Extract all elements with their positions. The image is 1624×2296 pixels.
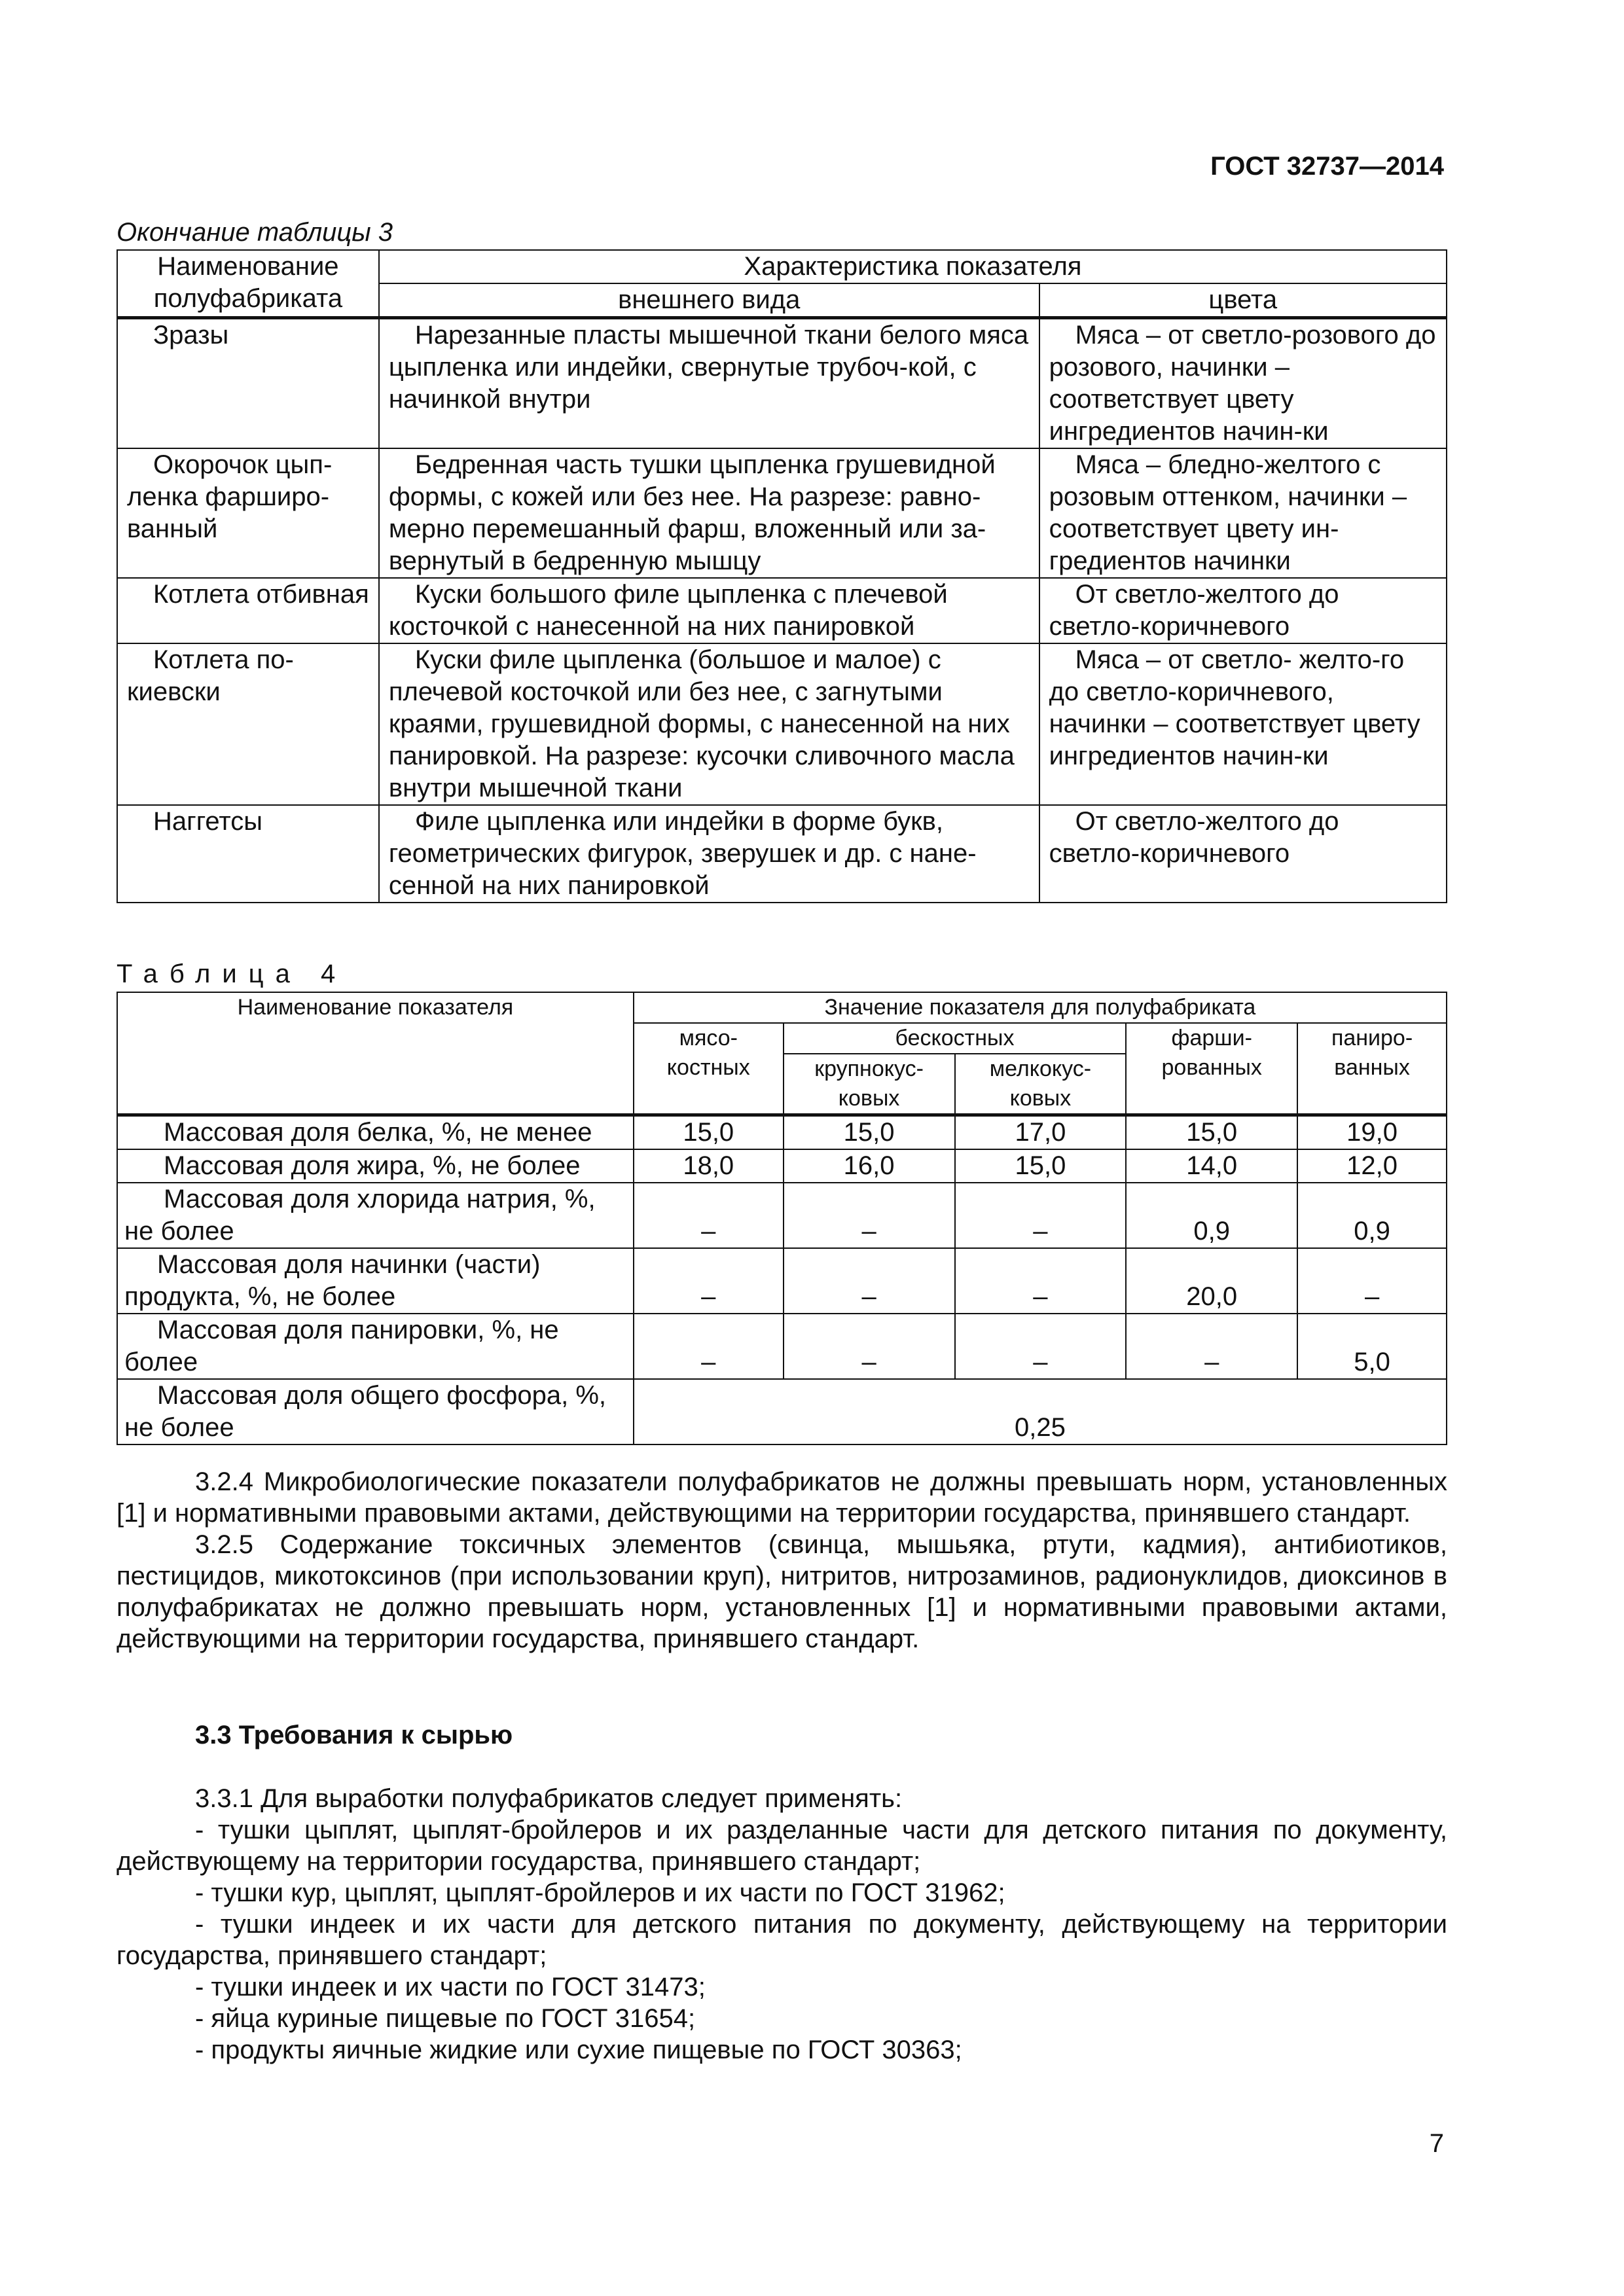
t4-head-breaded: паниро-ванных [1297,1023,1447,1115]
t4-value: – [784,1183,955,1248]
t4-name: Массовая доля хлорида натрия, %, не более [117,1183,634,1248]
t4-value: – [634,1183,784,1248]
t3-color: Мяса – от светло- желто-го до светло-коричневого, начинки – соответствует цвету ингредиентов начин-ки [1039,643,1447,805]
t4-value: 5,0 [1297,1314,1447,1379]
t4-value: – [955,1183,1127,1248]
table-row [117,1314,1447,1379]
t4-value: 18,0 [634,1149,784,1183]
t4-head-fine: мелкокус-ковых [955,1054,1127,1115]
list-item: - тушки цыплят, цыплят-бройлеров и их разделанные части для детского питания по документу, действующему на территории государства, принявшего стандарт; [117,1816,1447,1876]
list-item: - тушки кур, цыплят, цыплят-бройлеров и их части по ГОСТ 31962; [195,1878,1005,1907]
t3-name: Окорочок цып-ленка фарширо-ванный [117,448,379,578]
t4-value: – [634,1248,784,1314]
table-3 [117,249,1447,903]
t4-name: Массовая доля белка, %, не менее [117,1115,634,1150]
table-row [117,318,1447,449]
t4-value: – [955,1248,1127,1314]
body-text [117,1466,1447,1655]
t3-color: От светло-желтого до светло-коричневого [1039,805,1447,903]
table-row [117,805,1447,903]
t3-look: Бедренная часть тушки цыпленка грушевидной формы, с кожей или без нее. На разрезе: равно-мерно перемешанный фарш, вложенный или за-вернутый в бедренную мышцу [379,448,1039,578]
table-row [117,1115,1447,1150]
table-row [117,578,1447,643]
t4-value: – [784,1248,955,1314]
section-heading: 3.3 Требования к сырью [195,1721,513,1749]
paragraph-3-3-1: 3.3.1 Для выработки полуфабрикатов следует применять: [195,1784,903,1813]
t3-color: От светло-желтого до светло-коричневого [1039,578,1447,643]
paragraph-3-2-4: 3.2.4 Микробиологические показатели полуфабрикатов не должны превышать норм, установленных [1] и нормативными правовыми актами, действующими на территории государства, принявшего стандарт. [117,1467,1447,1528]
table-row [117,448,1447,578]
t4-name: Массовая доля начинки (части) продукта, %, не более [117,1248,634,1314]
t4-value: 0,9 [1297,1183,1447,1248]
table3-caption: Окончание таблицы 3 [117,218,393,247]
t4-value: 15,0 [634,1115,784,1150]
t3-head-char: Характеристика показателя [379,250,1447,283]
t3-name: Котлета отбивная [117,578,379,643]
table-row [117,1149,1447,1183]
t3-look: Нарезанные пласты мышечной ткани белого мяса цыпленка или индейки, свернутые трубоч-кой, с начинкой внутри [379,318,1039,449]
table4-label: Таблица 4 [117,960,348,988]
list-item: - тушки индеек и их части по ГОСТ 31473; [195,1973,706,2001]
t4-head-stuffed: фарши-рованных [1126,1023,1297,1115]
list-item: - тушки индеек и их части для детского питания по документу, действующему на территории государства, принявшего стандарт; [117,1910,1447,1970]
t4-value: 19,0 [1297,1115,1447,1150]
t3-head-look: внешнего вида [379,283,1039,318]
raw-materials-list [117,1783,1447,2066]
t4-value: 15,0 [1126,1115,1297,1150]
t4-head-meat-bone: мясо-костных [634,1023,784,1115]
t4-head-boneless: бескостных [784,1023,1127,1054]
t4-value: – [1126,1314,1297,1379]
t4-value: 0,9 [1126,1183,1297,1248]
t3-name: Зразы [117,318,379,449]
t4-value: – [1297,1248,1447,1314]
t4-head-name: Наименование показателя [117,992,634,1115]
t3-look: Куски большого филе цыпленка с плечевой косточкой с нанесенной на них панировкой [379,578,1039,643]
table-row [117,1183,1447,1248]
t3-color: Мяса – бледно-желтого с розовым оттенком, начинки – соответствует цвету ин-гредиентов начинки [1039,448,1447,578]
t3-head-name: Наименование полуфабриката [117,250,379,318]
t3-head-color: цвета [1039,283,1447,318]
t4-value: 0,25 [634,1379,1447,1444]
t4-value: 15,0 [955,1149,1127,1183]
t4-name: Массовая доля жира, %, не более [117,1149,634,1183]
list-item: - продукты яичные жидкие или сухие пищевые по ГОСТ 30363; [195,2036,962,2064]
t4-name: Массовая доля панировки, %, не более [117,1314,634,1379]
t4-value: – [634,1314,784,1379]
t3-look: Куски филе цыпленка (большое и малое) с плечевой косточкой или без нее, с загнутыми краями, грушевидной формы, с нанесенной на них панировкой. На разрезе: кусочки сливочного масла внутри мышечной ткани [379,643,1039,805]
t3-name: Наггетсы [117,805,379,903]
paragraph-3-2-5: 3.2.5 Содержание токсичных элементов (свинца, мышьяка, ртути, кадмия), антибиотиков, пестицидов, микотоксинов (при использовании круп), нитритов, нитрозаминов, радионуклидов, диоксинов в полуфабрикатах не должно превышать норм, установленных [1] и нормативными правовыми актами, действующими на территории государства, принявшего стандарт. [117,1530,1447,1653]
document-id: ГОСТ 32737—2014 [1210,152,1444,181]
table-row [117,643,1447,805]
table-4 [117,992,1447,1445]
t4-value: 17,0 [955,1115,1127,1150]
t4-value: 15,0 [784,1115,955,1150]
table-row [117,1248,1447,1314]
t4-name: Массовая доля общего фосфора, %, не более [117,1379,634,1444]
t4-head-coarse: крупнокус-ковых [784,1054,955,1115]
t4-value: 14,0 [1126,1149,1297,1183]
list-item: - яйца куриные пищевые по ГОСТ 31654; [195,2004,696,2033]
t3-name: Котлета по-киевски [117,643,379,805]
table-row [117,1379,1447,1444]
t4-value: 20,0 [1126,1248,1297,1314]
page-number: 7 [1429,2129,1444,2158]
t4-value: – [955,1314,1127,1379]
t3-color: Мяса – от светло-розового до розового, начинки – соответствует цвету ингредиентов начин-ки [1039,318,1447,449]
t4-head-value: Значение показателя для полуфабриката [634,992,1447,1023]
t4-value: 12,0 [1297,1149,1447,1183]
t4-value: – [784,1314,955,1379]
t4-value: 16,0 [784,1149,955,1183]
t3-look: Филе цыпленка или индейки в форме букв, геометрических фигурок, зверушек и др. с нане-сенной на них панировкой [379,805,1039,903]
